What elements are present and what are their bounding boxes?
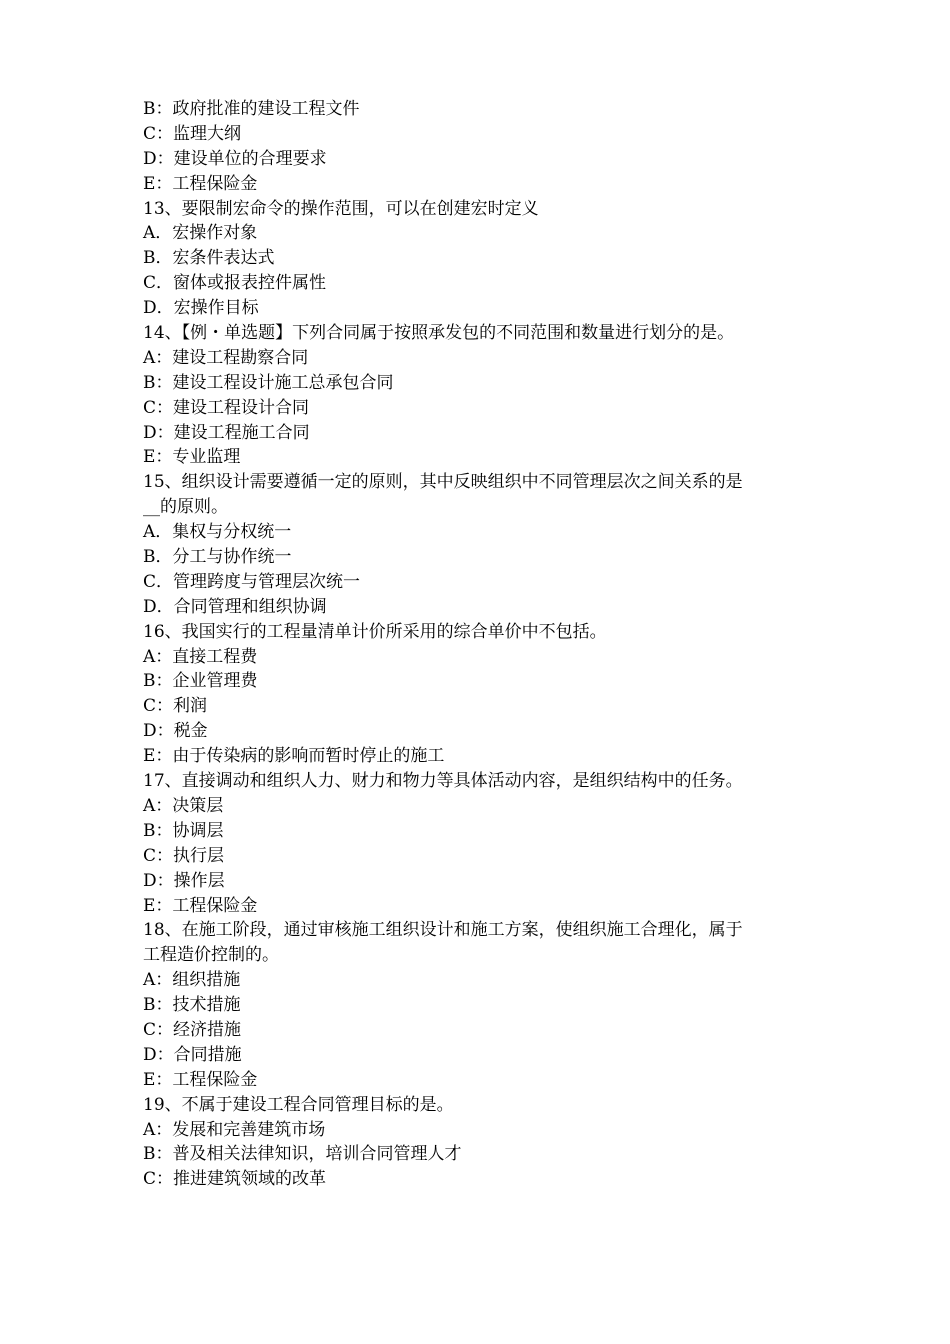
- question-line-continued: 工程造价控制的。: [143, 945, 279, 966]
- option-line: D：操作层: [143, 870, 225, 891]
- option-line: D：合同措施: [143, 1044, 242, 1065]
- option-line: B：技术措施: [143, 995, 241, 1016]
- document-body: [143, 97, 815, 1192]
- option-line: B．宏条件表达式: [143, 248, 275, 269]
- option-line: B．分工与协作统一: [143, 547, 292, 568]
- option-line: C：利润: [143, 696, 208, 717]
- option-line: A：组织措施: [143, 970, 241, 991]
- option-line: C：执行层: [143, 845, 225, 866]
- option-line: A．宏操作对象: [143, 223, 258, 244]
- option-line: A．集权与分权统一: [143, 522, 292, 543]
- option-line: D：建设工程施工合同: [143, 422, 310, 443]
- question-line: 16、我国实行的工程量清单计价所采用的综合单价中不包括。: [143, 621, 607, 642]
- question-line: 13、要限制宏命令的操作范围，可以在创建宏时定义: [143, 198, 539, 219]
- option-line: D：建设单位的合理要求: [143, 148, 327, 169]
- option-line: C：推进建筑领域的改革: [143, 1169, 327, 1190]
- option-line: B：协调层: [143, 820, 224, 841]
- option-line: B：政府批准的建设工程文件: [143, 99, 360, 119]
- option-line: A：决策层: [143, 795, 224, 816]
- option-line: D．宏操作目标: [143, 298, 259, 319]
- option-line: A：发展和完善建筑市场: [143, 1119, 326, 1140]
- option-line: B：建设工程设计施工总承包合同: [143, 372, 394, 393]
- option-line: A：建设工程勘察合同: [143, 347, 309, 368]
- option-line: C．管理跨度与管理层次统一: [143, 571, 361, 592]
- option-line: D：税金: [143, 721, 208, 742]
- question-line: 19、不属于建设工程合同管理目标的是。: [143, 1094, 454, 1115]
- option-line: B：普及相关法律知识，培训合同管理人才: [143, 1144, 462, 1165]
- option-line: C．窗体或报表控件属性: [143, 273, 327, 294]
- question-line: 15、组织设计需要遵循一定的原则，其中反映组织中不同管理层次之间关系的是: [143, 472, 743, 493]
- option-line: D．合同管理和组织协调: [143, 596, 327, 617]
- option-line: E：工程保险金: [143, 173, 258, 194]
- option-line: C：监理大纲: [143, 123, 242, 144]
- option-line: E：由于传染病的影响而暂时停止的施工: [143, 746, 445, 767]
- question-line: 18、在施工阶段，通过审核施工组织设计和施工方案，使组织施工合理化，属于: [143, 920, 743, 941]
- option-line: E：工程保险金: [143, 1069, 258, 1090]
- question-line: 17、直接调动和组织人力、财力和物力等具体活动内容，是组织结构中的任务。: [143, 771, 743, 792]
- option-line: B：企业管理费: [143, 671, 258, 692]
- option-line: E：专业监理: [143, 447, 241, 468]
- option-line: A：直接工程费: [143, 646, 258, 667]
- option-line: E：工程保险金: [143, 895, 258, 916]
- question-line-continued: __的原则。: [143, 497, 228, 518]
- option-line: C：经济措施: [143, 1019, 242, 1040]
- question-line: 14、【例・单选题】下列合同属于按照承发包的不同范围和数量进行划分的是。: [143, 323, 735, 344]
- option-line: C：建设工程设计合同: [143, 397, 310, 418]
